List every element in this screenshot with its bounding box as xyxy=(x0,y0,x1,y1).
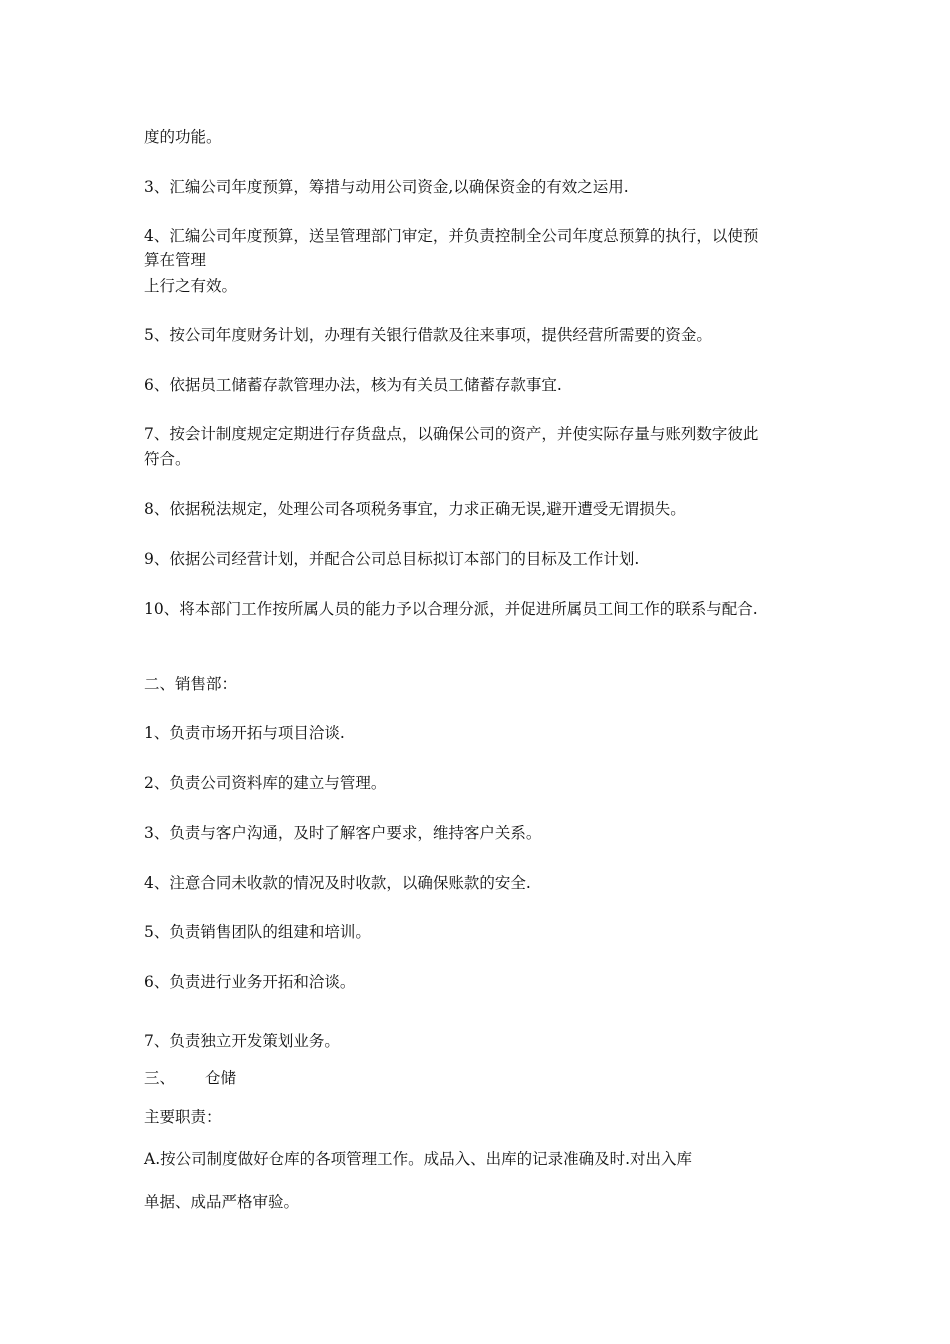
sales-item-3: 3、负责与客户沟通，及时了解客户要求，维持客户关系。 xyxy=(144,824,542,842)
warehouse-heading-number: 三、 xyxy=(144,1069,176,1087)
warehouse-heading xyxy=(144,1066,824,1090)
sales-heading: 二、销售部： xyxy=(144,675,238,693)
sales-item-1: 1、负责市场开拓与项目洽谈. xyxy=(144,724,345,742)
finance-item-4-line-2: 算在管理 xyxy=(144,251,207,269)
sales-item-2: 2、负责公司资料库的建立与管理。 xyxy=(144,774,387,792)
finance-item-7-line-1: 7、按会计制度规定定期进行存货盘点，以确保公司的资产，并使实际存量与账列数字彼此 xyxy=(144,425,759,443)
warehouse-duty-line-2: 单据、成品严格审验。 xyxy=(144,1193,300,1211)
finance-item-10: 10、将本部门工作按所属人员的能力予以合理分派，并促进所属员工间工作的联系与配合. xyxy=(144,600,758,618)
finance-item-4-line-3: 上行之有效。 xyxy=(144,277,238,295)
finance-item-7-line-2: 符合。 xyxy=(144,450,191,468)
finance-item-5: 5、按公司年度财务计划，办理有关银行借款及往来事项，提供经营所需要的资金。 xyxy=(144,326,712,344)
text-line-fragment: 度的功能。 xyxy=(144,128,222,146)
sales-item-7: 7、负责独立开发策划业务。 xyxy=(144,1032,340,1050)
finance-item-8: 8、依据税法规定，处理公司各项税务事宜，力求正确无误,避开遭受无谓损失。 xyxy=(144,500,686,518)
warehouse-duty-line-1: A.按公司制度做好仓库的各项管理工作。成品入、出库的记录准确及时.对出入库 xyxy=(144,1150,693,1168)
sales-item-6: 6、负责进行业务开拓和洽谈。 xyxy=(144,973,356,991)
finance-item-4-line-1: 4、汇编公司年度预算，送呈管理部门审定，并负责控制全公司年度总预算的执行，以使预 xyxy=(144,227,759,245)
finance-item-9: 9、依据公司经营计划，并配合公司总目标拟订本部门的目标及工作计划. xyxy=(144,550,640,568)
finance-item-3: 3、汇编公司年度预算，筹措与动用公司资金,以确保资金的有效之运用. xyxy=(144,178,629,196)
sales-item-4: 4、注意合同未收款的情况及时收款，以确保账款的安全. xyxy=(144,874,531,892)
responsibilities-label: 主要职责： xyxy=(144,1108,222,1126)
sales-item-5: 5、负责销售团队的组建和培训。 xyxy=(144,923,371,941)
finance-item-6: 6、依据员工储蓄存款管理办法，核为有关员工储蓄存款事宜. xyxy=(144,376,562,394)
warehouse-heading-label: 仓储 xyxy=(205,1069,237,1087)
